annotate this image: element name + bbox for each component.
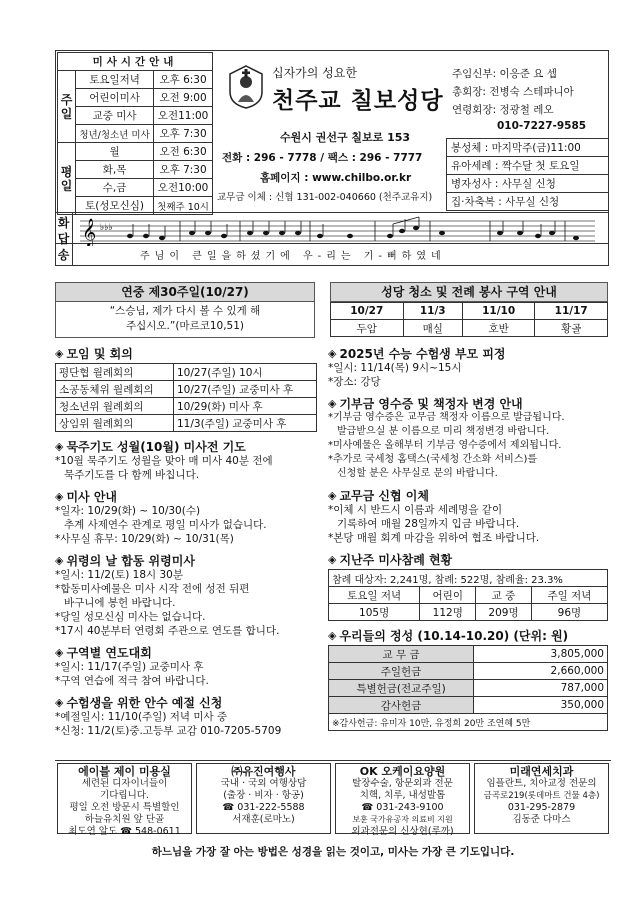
svg-text:♭♭♭: ♭♭♭: [100, 223, 113, 233]
offering-title: 우리들의 정성 (10.14-10.20) (단위: 원): [339, 628, 569, 643]
hymn-lyrics: 주님이 큰일을하셨기에 우-리는 기-뻐하였네: [140, 251, 446, 262]
cleaning-date: 11/3: [403, 303, 462, 320]
ad-name: ㈜유진여행사: [231, 765, 296, 778]
exam-mass-section-title: [55, 694, 317, 710]
church-phone: 전화 : 296 - 7778 / 팩스 : 296 - 7777: [222, 152, 423, 164]
offering-amount: 787,000: [474, 680, 608, 697]
left-column: [55, 345, 317, 738]
ad-line: 치핵, 치루, 내성발톱: [359, 790, 446, 801]
transfer-section-title: [328, 487, 610, 503]
exam-mass-line: *신청: 11/2(토)중.고등부 교감 010-7205-5709: [55, 725, 282, 737]
ad-name: OK 오케이요양원: [359, 765, 446, 778]
ad-card: [335, 763, 470, 837]
attendance-title: 지난주 미사참례 현황: [339, 552, 453, 567]
mass-info-line: 추계 사제연수 관계로 평일 미사가 없습니다.: [64, 519, 267, 531]
ad-card: [196, 763, 331, 834]
memorial-line: *당일 성모신심 미사는 없습니다.: [55, 611, 206, 623]
offering-label: 감사헌금: [329, 697, 474, 714]
diamond-bullet-icon: ◈: [328, 396, 337, 410]
ad-line: 031-295-2879: [507, 802, 576, 813]
schedule-service: 토(성모신심): [76, 197, 154, 215]
ad-line: 세련된 디자이너들이: [81, 778, 168, 789]
diamond-bullet-icon: ◈: [328, 628, 337, 642]
schedule-time: 오전10:00: [154, 179, 213, 197]
footer-text: 하느님을 가장 잘 아는 방법은 성경을 읽는 것이고, 미사는 가장 큰 기도입니다.: [151, 846, 515, 858]
ad-line: 임플란트, 치아교정 전문의: [486, 778, 597, 789]
ads-row: [55, 760, 611, 836]
meeting-name: 소공동체위 월례회의: [56, 381, 174, 398]
memorial-section-title: [55, 552, 317, 568]
district-line: *일시: 11/17(주일) 교중미사 후: [55, 661, 204, 673]
schedule-time: 오후 7:30: [154, 125, 213, 143]
diamond-bullet-icon: ◈: [55, 645, 64, 659]
schedule-time: 오후 7:30: [154, 161, 213, 179]
meeting-when: 10/27(주일) 교중미사 후: [174, 381, 317, 398]
schedule-time: 오전11:00: [154, 107, 213, 125]
attendance-header: 교 중: [476, 587, 532, 604]
meeting-when: 11/3(주일) 교중미사 후: [174, 415, 317, 432]
schedule-time: 오전 9:00: [154, 89, 213, 107]
gospel-quote: [55, 302, 315, 338]
ad-line: 하늘유치원 앞 단골: [84, 814, 165, 825]
meetings-title: 모임 및 회의: [66, 346, 133, 361]
schedule-service: 수,금: [76, 179, 154, 197]
donation-line: *미사예물은 올해부터 기부금 영수증에서 제외됩니다.: [328, 440, 562, 451]
attendance-value: 209명: [476, 604, 532, 621]
cleaning-date: 11/17: [535, 303, 608, 320]
offering-section-title: [328, 627, 610, 643]
staff-president: 총회장: 전병숙 스테파니아: [452, 86, 574, 98]
church-account: 교무금 이체 : 신협 131-002-040660 (천주교유지): [217, 192, 433, 203]
offering-label: 특별헌금(전교주일): [329, 680, 474, 697]
district-title: 구역별 연도대회: [66, 645, 152, 660]
offering-label: 주일헌금: [329, 663, 474, 680]
ad-line: 김동준 다마스: [512, 814, 571, 825]
church-name: 천주교 칠보성당: [272, 88, 444, 114]
ad-line: 기다립니다.: [100, 790, 149, 801]
attendance-table: [328, 569, 608, 621]
sunday-label: 주일: [58, 71, 76, 143]
ad-line: (출장 · 비자 · 항공): [223, 790, 304, 801]
donation-line: *추가로 국세청 홈택스(국세청 간소화 서비스)를: [328, 454, 538, 465]
ad-line: 탈장수술, 항문외과 전문: [352, 778, 453, 789]
quote-line-1: “스승님, 제가 다시 볼 수 있게 해: [109, 305, 261, 317]
ad-line: 외과전문의 신상현(루까): [351, 826, 454, 837]
svg-text:𝄞: 𝄞: [82, 218, 97, 246]
rosary-line: *10월 묵주기도 성월을 맞아 매 미사 40분 전에: [55, 455, 273, 467]
meeting-when: 10/29(화) 미사 후: [174, 398, 317, 415]
exam-prayer-line: *일시: 11/14(목) 9시~15시: [328, 362, 462, 374]
mass-info-line: *일자: 10/29(화) ~ 10/30(수): [55, 505, 201, 517]
diamond-bullet-icon: ◈: [55, 489, 64, 503]
info-row: 유아세례 : 짝수달 첫 토요일: [447, 157, 609, 175]
donation-title: 기부금 영수증 및 책정자 변경 안내: [339, 396, 523, 411]
hymn-label: 화답송: [55, 212, 73, 266]
right-column: [328, 345, 610, 731]
staff-union: 연령회장: 정광철 레오: [452, 104, 554, 116]
attendance-header: 어린이: [420, 587, 476, 604]
cleaning-area: 황골: [535, 320, 608, 337]
diamond-bullet-icon: ◈: [55, 439, 64, 453]
attendance-value: 112명: [420, 604, 476, 621]
ad-line: ☎ 031-222-5588: [222, 802, 305, 813]
mass-info-line: *사무실 휴무: 10/29(화) ~ 10/31(목): [55, 533, 234, 545]
info-row: 집·차축복 : 사무실 신청: [447, 193, 609, 211]
diamond-bullet-icon: ◈: [328, 346, 337, 360]
church-subtitle: 십자가의 성요한: [272, 66, 357, 80]
sunday-title: 연중 제30주일(10/27): [55, 282, 315, 302]
attendance-summary: 참례 대상자: 2,241명, 참례: 522명, 참례율: 23.3%: [329, 570, 608, 587]
attendance-header: 토요일 저녁: [329, 587, 420, 604]
diamond-bullet-icon: ◈: [55, 346, 64, 360]
info-row: 병자성사 : 사무실 신청: [447, 175, 609, 193]
ad-name: 미래연세치과: [509, 765, 574, 778]
ad-line: 보훈 국가유공자 의료비 지원: [352, 815, 453, 824]
ad-card: [57, 763, 192, 837]
mass-info-section-title: [55, 488, 317, 504]
meeting-when: 10/27(주일) 10시: [174, 364, 317, 381]
schedule-service: 청년/청소년 미사: [76, 125, 154, 143]
schedule-time: 오전 6:30: [154, 143, 213, 161]
info-row: 봉성체 : 마지막주(금)11:00: [447, 139, 609, 157]
ad-line: ☎ 031-243-9100: [361, 802, 444, 813]
ad-line: 국내 · 국외 여행상담: [220, 778, 307, 789]
memorial-line: *17시 40분부터 연령회 주관으로 연도를 합니다.: [55, 625, 280, 637]
memorial-line: *일시: 11/2(토) 18시 30분: [55, 569, 184, 581]
staff-pastor: 주임신부: 이응준 요 셉: [452, 68, 557, 80]
ad-line: 평일 오전 방문시 특별할인: [69, 802, 180, 813]
info-table: [446, 138, 609, 211]
exam-mass-line: *예절일시: 11/10(주일) 저녁 미사 중: [55, 711, 228, 723]
quote-line-2: 주십시오.”(마르코10,51): [125, 320, 245, 332]
exam-prayer-title: 2025년 수능 수험생 부모 피정: [339, 346, 506, 361]
attendance-value: 105명: [329, 604, 420, 621]
offering-label: 교 무 금: [329, 646, 474, 663]
exam-prayer-section-title: [328, 345, 610, 361]
schedule-service: 토요일저녁: [76, 71, 154, 89]
transfer-line: *본당 매월 회계 마감을 위하여 협조 바랍니다.: [328, 532, 540, 544]
church-address: 수원시 권선구 칠보로 153: [280, 131, 411, 144]
rosary-line: 묵주기도를 다 함께 바칩니다.: [64, 469, 200, 481]
hymn-staff: [80, 216, 600, 246]
schedule-header: 미사시간안내: [58, 53, 213, 71]
meeting-name: 평단협 월례회의: [56, 364, 174, 381]
church-homepage[interactable]: 홈페이지 : www.chilbo.or.kr: [260, 172, 412, 184]
memorial-title: 위령의 날 합동 위령미사: [66, 553, 195, 568]
mass-info-title: 미사 안내: [66, 489, 118, 504]
meetings-section-title: [55, 345, 317, 361]
church-emblem-icon: [226, 64, 266, 110]
transfer-line: 기록하여 매월 28일까지 입금 바랍니다.: [337, 518, 520, 530]
cleaning-area: 두암: [331, 320, 404, 337]
offering-note: ※감사헌금: 유미자 10만, 유정희 20만 조연혜 5만: [329, 714, 608, 731]
cleaning-table: [330, 302, 608, 337]
attendance-value: 96명: [531, 604, 607, 621]
diamond-bullet-icon: ◈: [55, 695, 64, 709]
rosary-title: 묵주기도 성월(10월) 미사전 기도: [66, 439, 246, 454]
ad-line: 최도연 알도 ☎ 548-0611: [68, 826, 181, 837]
schedule-service: 교중 미사: [76, 107, 154, 125]
meetings-table: [55, 363, 317, 432]
rosary-section-title: [55, 438, 317, 454]
cleaning-title: 성당 청소 및 전례 봉사 구역 안내: [330, 282, 608, 302]
donation-line: 발급받으실 분 이름으로 미리 책정변경 바랍니다.: [337, 426, 550, 437]
donation-line: 신청할 분은 사무실로 문의 바랍니다.: [337, 468, 498, 479]
attendance-header: 주일 저녁: [531, 587, 607, 604]
district-line: *구역 연습에 적극 참여 바랍니다.: [55, 675, 209, 687]
cleaning-date: 11/10: [462, 303, 535, 320]
meeting-name: 상임위 월례회의: [56, 415, 174, 432]
transfer-line: *이체 시 반드시 이름과 세례명을 같이: [328, 504, 503, 516]
transfer-title: 교무금 신협 이체: [339, 488, 429, 503]
memorial-line: 바구니에 봉헌 바랍니다.: [64, 597, 176, 609]
cleaning-area: 매실: [403, 320, 462, 337]
schedule-service: 화,목: [76, 161, 154, 179]
schedule-time: 오후 6:30: [154, 71, 213, 89]
exam-prayer-line: *장소: 강당: [328, 376, 381, 388]
donation-section-title: [328, 395, 610, 411]
staff-union-phone: 010-7227-9585: [497, 120, 587, 132]
ad-line: 금곡로219(롯데마트 건물 4층): [483, 791, 600, 801]
ad-card: [474, 763, 609, 834]
exam-mass-title: 수험생을 위한 안수 예절 신청: [66, 695, 223, 710]
weekday-label: 평일: [58, 143, 76, 215]
ad-line: 서재훈(로마노): [232, 814, 295, 825]
district-section-title: [55, 644, 317, 660]
schedule-time: 첫째주 10시: [154, 197, 213, 215]
diamond-bullet-icon: ◈: [55, 553, 64, 567]
offering-amount: 350,000: [474, 697, 608, 714]
cleaning-area: 호반: [462, 320, 535, 337]
memorial-line: *합동미사예물은 미사 시작 전에 성전 뒤편: [55, 583, 250, 595]
cleaning-date: 10/27: [331, 303, 404, 320]
offering-table: [328, 645, 608, 731]
ad-name: 에이블 제이 미용실: [78, 765, 171, 778]
donation-line: *기부금 영수증은 교무금 책정자 이름으로 발급됩니다.: [328, 412, 565, 423]
meeting-name: 청소년위 월례회의: [56, 398, 174, 415]
offering-amount: 2,660,000: [474, 663, 608, 680]
attendance-section-title: [328, 551, 610, 567]
church-logo: [226, 64, 266, 110]
diamond-bullet-icon: ◈: [328, 488, 337, 502]
offering-amount: 3,805,000: [474, 646, 608, 663]
diamond-bullet-icon: ◈: [328, 552, 337, 566]
schedule-service: 월: [76, 143, 154, 161]
schedule-service: 어린이미사: [76, 89, 154, 107]
